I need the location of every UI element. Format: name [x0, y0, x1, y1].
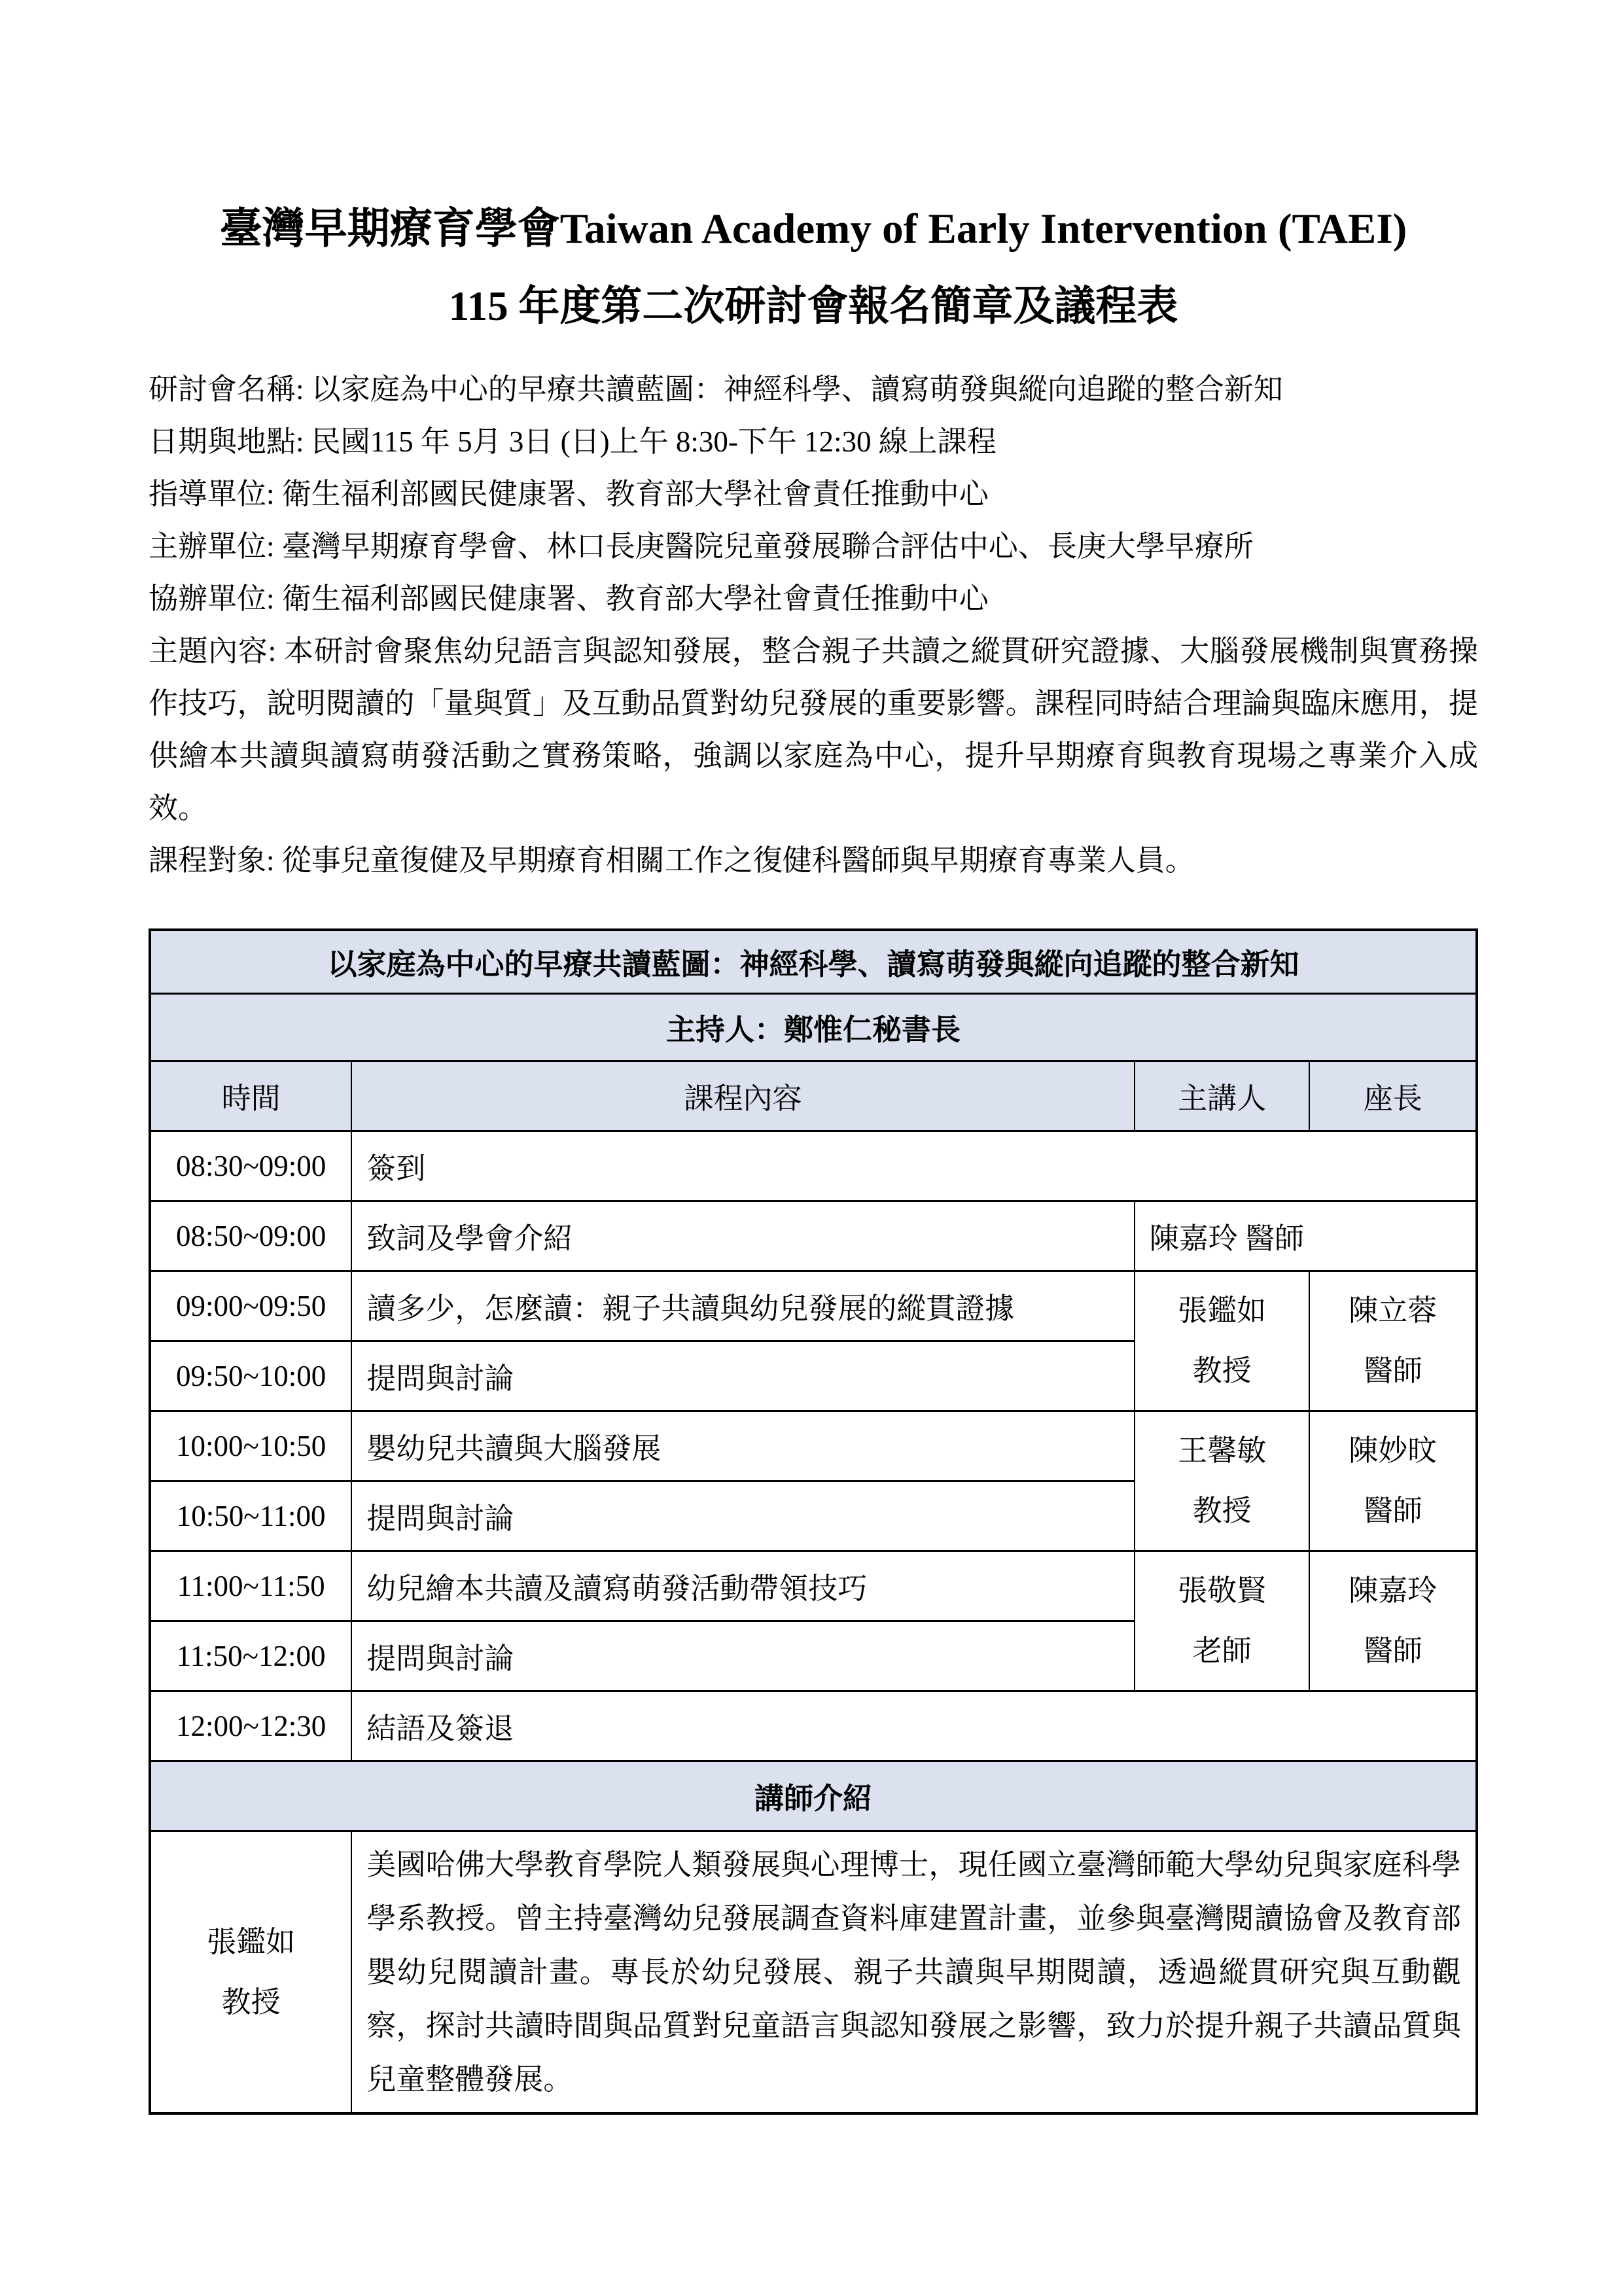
lecturer-title: 教授	[221, 1985, 281, 2019]
info-label: 主辦單位:	[149, 529, 282, 563]
info-label: 日期與地點:	[149, 425, 311, 458]
document-title-line1: 臺灣早期療育學會Taiwan Academy of Early Intervention (TAEI)	[219, 205, 1407, 253]
content-cell: 讀多少，怎麼讀：親子共讀與幼兒發展的縱貫證據	[351, 1271, 1135, 1341]
lecturer-section-header-row	[150, 1761, 1477, 1831]
speaker-chair-cell: 陳嘉玲 醫師	[1135, 1201, 1477, 1271]
document-title-line2: 115 年度第二次研討會報名簡章及議程表	[448, 283, 1178, 330]
info-text: 衛生福利部國民健康署、教育部大學社會責任推動中心	[281, 582, 989, 615]
content-cell: 致詞及學會介紹	[351, 1201, 1135, 1271]
content-cell: 結語及簽退	[351, 1691, 1477, 1761]
info-label: 協辦單位:	[149, 582, 282, 615]
speaker-name: 張敬賢	[1178, 1574, 1267, 1608]
time-cell: 11:50~12:00	[150, 1621, 351, 1691]
speaker-cell	[1135, 1551, 1310, 1691]
speaker-cell	[1135, 1271, 1310, 1411]
agenda-header-row	[150, 1061, 1477, 1131]
info-text: 本研討會聚焦幼兒語言與認知發展，整合親子共讀之縱貫研究證據、大腦發展機制與實務操作技巧，說明閱讀的「量與質」及互動品質對幼兒發展的重要影響。課程同時結合理論與臨床應用，提供繪本共讀與讀寫萌發活動之實務策略，強調以家庭為中心，提升早期療育與教育現場之專業介入成效。	[149, 634, 1478, 824]
agenda-moderator-row	[150, 993, 1477, 1061]
agenda-row	[150, 1131, 1477, 1201]
speaker-name: 王馨敏	[1178, 1434, 1267, 1468]
info-label: 指導單位:	[149, 477, 282, 510]
chair-title: 醫師	[1363, 1634, 1422, 1668]
time-cell: 09:00~09:50	[150, 1271, 351, 1341]
agenda-title: 以家庭為中心的早療共讀藍圖：神經科學、讀寫萌發與縱向追蹤的整合新知	[150, 930, 1477, 994]
lecturer-bio-row	[150, 1831, 1477, 2113]
chair-title: 醫師	[1363, 1494, 1422, 1528]
agenda-title-row	[150, 930, 1477, 994]
agenda-row	[150, 1411, 1477, 1481]
document-content	[149, 0, 1478, 2115]
lecturer-name-cell	[150, 1831, 351, 2113]
content-cell: 提問與討論	[351, 1341, 1135, 1411]
info-line-date-location	[149, 415, 1478, 468]
chair-cell	[1309, 1551, 1477, 1691]
content-cell: 提問與討論	[351, 1621, 1135, 1691]
agenda-table	[149, 928, 1478, 2115]
agenda-moderator: 主持人：鄭惟仁秘書長	[150, 993, 1477, 1061]
info-label: 主題內容:	[149, 634, 284, 667]
info-text: 臺灣早期療育學會、林口長庚醫院兒童發展聯合評估中心、長庚大學早療所	[281, 529, 1254, 563]
chair-title: 醫師	[1363, 1354, 1422, 1388]
time-cell: 08:50~09:00	[150, 1201, 351, 1271]
lecturer-bio-text: 美國哈佛大學教育學院人類發展與心理博士，現任國立臺灣師範大學幼兒與家庭科學學系教授。曾主持臺灣幼兒發展調查資料庫建置計畫，並參與臺灣閱讀協會及教育部嬰幼兒閱讀計畫。專長於幼兒發展、親子共讀與早期閱讀，透過縱貫研究與互動觀察，探討共讀時間與品質對兒童語言與認知發展之影響，致力於提升親子共讀品質與兒童整體發展。	[351, 1831, 1477, 2113]
info-line-organizer	[149, 520, 1478, 573]
lecturer-section-title: 講師介紹	[150, 1761, 1477, 1831]
chair-name: 陳嘉玲	[1349, 1574, 1438, 1608]
speaker-title: 教授	[1192, 1494, 1252, 1528]
chair-name: 陳立蓉	[1349, 1294, 1438, 1328]
seminar-info-block	[149, 363, 1478, 887]
column-header-content: 課程內容	[351, 1061, 1135, 1131]
column-header-speaker: 主講人	[1135, 1061, 1310, 1131]
time-cell: 11:00~11:50	[150, 1551, 351, 1621]
content-cell: 簽到	[351, 1131, 1477, 1201]
speaker-name: 張鑑如	[1178, 1294, 1267, 1328]
agenda-row	[150, 1271, 1477, 1341]
column-header-chair: 座長	[1309, 1061, 1477, 1131]
speaker-title: 教授	[1192, 1354, 1252, 1388]
time-cell: 08:30~09:00	[150, 1131, 351, 1201]
info-text: 民國115 年 5月 3日 (日)上午 8:30-下午 12:30 線上課程	[311, 425, 997, 458]
info-text: 從事兒童復健及早期療育相關工作之復健科醫師與早期療育專業人員。	[281, 843, 1195, 877]
info-text: 以家庭為中心的早療共讀藍圖：神經科學、讀寫萌發與縱向追蹤的整合新知	[311, 372, 1283, 406]
info-line-advising-unit	[149, 468, 1478, 520]
info-line-co-organizer	[149, 573, 1478, 625]
time-cell: 10:50~11:00	[150, 1481, 351, 1551]
speaker-title: 老師	[1192, 1634, 1252, 1668]
agenda-row	[150, 1551, 1477, 1621]
info-text: 衛生福利部國民健康署、教育部大學社會責任推動中心	[281, 477, 989, 510]
info-label: 課程對象:	[149, 843, 282, 877]
chair-cell	[1309, 1271, 1477, 1411]
content-cell: 幼兒繪本共讀及讀寫萌發活動帶領技巧	[351, 1551, 1135, 1621]
agenda-row	[150, 1201, 1477, 1271]
chair-name: 陳妙旼	[1349, 1434, 1438, 1468]
info-line-seminar-name	[149, 363, 1478, 415]
time-cell: 09:50~10:00	[150, 1341, 351, 1411]
info-label: 研討會名稱:	[149, 372, 311, 406]
speaker-cell	[1135, 1411, 1310, 1551]
content-cell: 嬰幼兒共讀與大腦發展	[351, 1411, 1135, 1481]
agenda-row	[150, 1691, 1477, 1761]
lecturer-name: 張鑑如	[207, 1925, 296, 1958]
column-header-time: 時間	[150, 1061, 351, 1131]
time-cell: 12:00~12:30	[150, 1691, 351, 1761]
time-cell: 10:00~10:50	[150, 1411, 351, 1481]
info-line-topic	[149, 625, 1478, 834]
chair-cell	[1309, 1411, 1477, 1551]
content-cell: 提問與討論	[351, 1481, 1135, 1551]
info-line-audience	[149, 834, 1478, 887]
